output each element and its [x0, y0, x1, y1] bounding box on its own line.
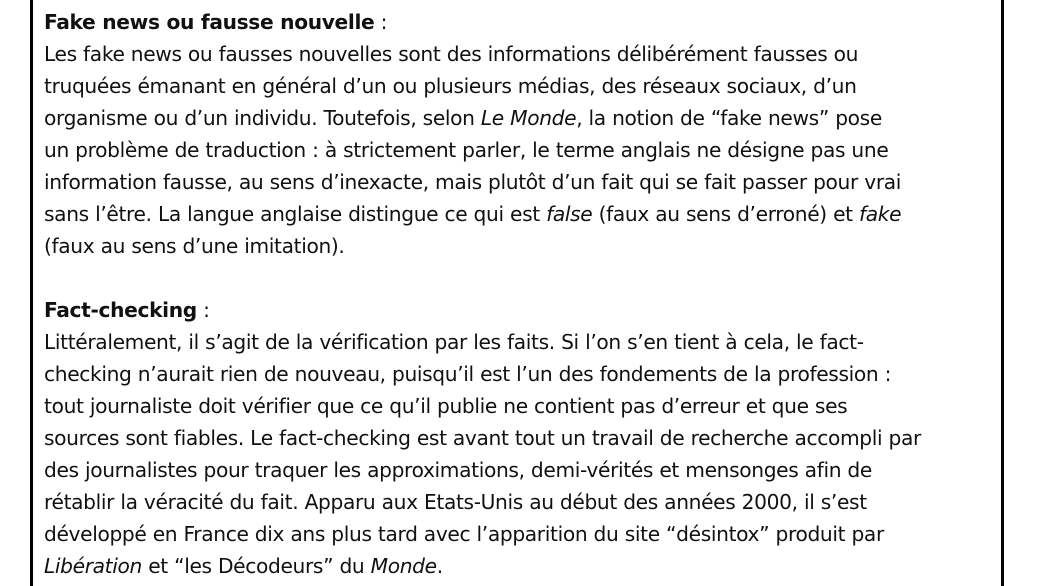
paragraph-line: checking n’aurait rien de nouveau, puisqu’il est l’un des fondements de la profession :: [44, 362, 892, 386]
paragraph-line: (faux au sens d’une imitation).: [44, 234, 345, 258]
paragraph-line: truquées émanant en général d’un ou plusieurs médias, des réseaux sociaux, d’un: [44, 74, 857, 98]
definition-heading: [44, 294, 1004, 326]
italic-text: Le Monde: [480, 106, 577, 130]
paragraph-line: [44, 550, 1004, 582]
text-segment: sans l’être. La langue anglaise distingue ce qui est: [44, 202, 547, 226]
italic-text: Monde: [370, 554, 437, 578]
paragraph-line: Littéralement, il s’agit de la vérification par les faits. Si l’on s’en tient à cela, le fact-: [44, 330, 864, 354]
paragraph-line: [44, 102, 1004, 134]
paragraph-line: Les fake news ou fausses nouvelles sont des informations délibérément fausses ou: [44, 42, 859, 66]
paragraph-line: sources sont fiables. Le fact-checking est avant tout un travail de recherche accompli par: [44, 426, 921, 450]
text-segment: .: [436, 554, 443, 578]
paragraph-line: des journalistes pour traquer les approximations, demi-vérités et mensonges afin de: [44, 458, 872, 482]
paragraph-line: rétablir la véracité du fait. Apparu aux Etats-Unis au début des années 2000, il s’est: [44, 490, 867, 514]
spacer: [44, 262, 1004, 294]
definition-heading: [44, 6, 1004, 38]
text-segment: et “les Décodeurs” du: [141, 554, 371, 578]
paragraph-line: un problème de traduction : à strictement parler, le terme anglais ne désigne pas une: [44, 138, 889, 162]
text-segment: organisme ou d’un individu. Toutefois, selon: [44, 106, 481, 130]
term-colon: :: [196, 298, 210, 322]
paragraph-line: développé en France dix ans plus tard avec l’apparition du site “désintox” produit par: [44, 522, 884, 546]
term-fact-checking: Fact-checking: [44, 298, 197, 322]
paragraph-line: information fausse, au sens d’inexacte, mais plutôt d’un fait qui se fait passer pour vrai: [44, 170, 902, 194]
glossary-text: [44, 6, 1004, 582]
paragraph-line: tout journaliste doit vérifier que ce qu’il publie ne contient pas d’erreur et que ses: [44, 394, 848, 418]
term-fake-news: Fake news ou fausse nouvelle: [44, 10, 375, 34]
italic-text: Libération: [44, 554, 142, 578]
italic-text: fake: [859, 202, 902, 226]
text-segment: (faux au sens d’erroné) et: [592, 202, 860, 226]
italic-text: false: [546, 202, 593, 226]
text-segment: , la notion de “fake news” pose: [576, 106, 882, 130]
paragraph-line: [44, 198, 1004, 230]
term-colon: :: [374, 10, 388, 34]
